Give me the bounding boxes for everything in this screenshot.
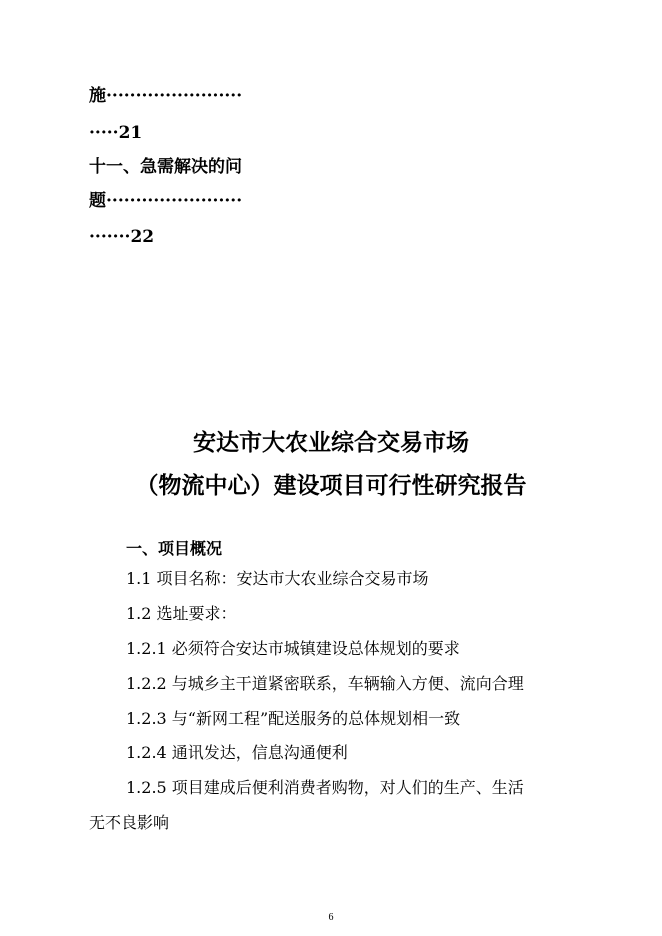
toc-entry-2-text: 题 (89, 191, 106, 211)
body-line-1-2-4: 1.2.4 通讯发达，信息沟通便利 (126, 743, 348, 762)
toc-entry-2-line-1 (89, 193, 242, 210)
section-1-heading: 一、项目概况 (126, 539, 223, 558)
body-line-1-2-5: 1.2.5 项目建成后便利消费者购物，对人们的生产、生活 (126, 778, 524, 797)
body-line-1-2-1: 1.2.1 必须符合安达市城镇建设总体规划的要求 (126, 639, 460, 658)
toc-entry-1-leader-2: ····· (89, 123, 119, 143)
page-number: 6 (328, 912, 334, 923)
body-line-site-requirements: 1.2 选址要求： (126, 604, 237, 623)
toc-entry-1-leader: ······················· (106, 86, 243, 106)
body-line-project-name: 1.1 项目名称：安达市大农业综合交易市场 (126, 569, 429, 588)
toc-entry-2-leader-2: ······· (89, 227, 131, 247)
toc-entry-2-line-2 (89, 229, 154, 246)
report-title-line-1: 安达市大农业综合交易市场 (193, 429, 469, 456)
toc-entry-2-page: 22 (130, 227, 155, 247)
body-line-1-2-3: 1.2.3 与“新网工程”配送服务的总体规划相一致 (126, 709, 461, 728)
toc-entry-2-title: 十一、急需解决的问 (89, 157, 242, 177)
toc-entry-1-page: 21 (118, 123, 143, 143)
body-line-1-2-5-continued: 无不良影响 (89, 813, 170, 832)
toc-entry-1-line-2 (89, 125, 142, 142)
report-title-line-2: （物流中心）建设项目可行性研究报告 (135, 472, 527, 499)
toc-entry-2-leader: ······················· (106, 191, 243, 211)
toc-entry-1-line-1 (89, 88, 242, 105)
body-line-1-2-2: 1.2.2 与城乡主干道紧密联系，车辆输入方便、流向合理 (126, 674, 524, 693)
toc-entry-1-text: 施 (89, 86, 106, 106)
